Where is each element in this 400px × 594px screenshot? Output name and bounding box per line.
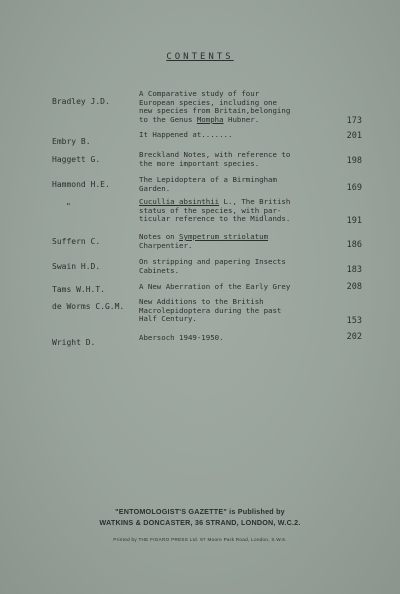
contents-heading <box>0 52 400 62</box>
entry-page-number: 169 <box>346 183 362 193</box>
publisher-line-2: WATKINS & DONCASTER, 36 STRAND, LONDON, W.C.2. <box>99 518 301 527</box>
entry-author: Wright D. <box>52 338 96 347</box>
publisher-line-1: "ENTOMOLOGIST'S GAZETTE" is Published by <box>115 507 285 516</box>
entry-title: Cucullia absinthii L., The British status of the species, with par- ticular reference to the Midlands. <box>139 197 291 224</box>
entry-page-number: 186 <box>346 240 362 250</box>
entry-title: Notes on Sympetrum striolatum Charpentier. <box>139 232 269 250</box>
entry-author: Embry B. <box>52 137 91 146</box>
entry-title: Breckland Notes, with reference to the more important species. <box>139 150 291 168</box>
entry-title: Abersoch 1949-1950. <box>139 333 224 342</box>
entry-title: A Comparative study of four European species, including one new species from Britain,belonging to the Genus Mompha Hubner. <box>139 89 291 124</box>
entry-page-number: 173 <box>346 116 362 126</box>
entry-title: New Additions to the British Macrolepidoptera during the past Half Century. <box>139 297 282 324</box>
entry-page-number: 202 <box>346 332 362 342</box>
entry-author: Hammond H.E. <box>52 180 110 189</box>
entry-title: On stripping and papering Insects Cabinets. <box>139 257 286 275</box>
entry-title: It Happened at....... <box>139 130 233 139</box>
entry-author: " <box>66 202 71 211</box>
entry-author: de Worms C.G.M. <box>52 302 125 311</box>
contents-heading-text: CONTENTS <box>166 52 234 62</box>
entry-author: Suffern C. <box>52 237 101 246</box>
entry-author: Bradley J.D. <box>52 97 110 106</box>
entry-page-number: 208 <box>346 282 362 292</box>
printer-credit: Printed by THE FIGARO PRESS Ltd. 97 Moore Park Road, London, S.W.6. <box>113 537 287 542</box>
entry-page-number: 153 <box>346 316 362 326</box>
entry-page-number: 198 <box>346 156 362 166</box>
entry-page-number: 201 <box>346 131 362 141</box>
entry-author: Tams W.H.T. <box>52 285 105 294</box>
entry-author: Haggett G. <box>52 155 101 164</box>
entry-page-number: 191 <box>346 216 362 226</box>
entry-page-number: 183 <box>346 265 362 275</box>
entry-author: Swain H.D. <box>52 262 101 271</box>
entry-title: The Lepidoptera of a Birmingham Garden. <box>139 175 277 193</box>
entry-title: A New Aberration of the Early Grey <box>139 282 291 291</box>
